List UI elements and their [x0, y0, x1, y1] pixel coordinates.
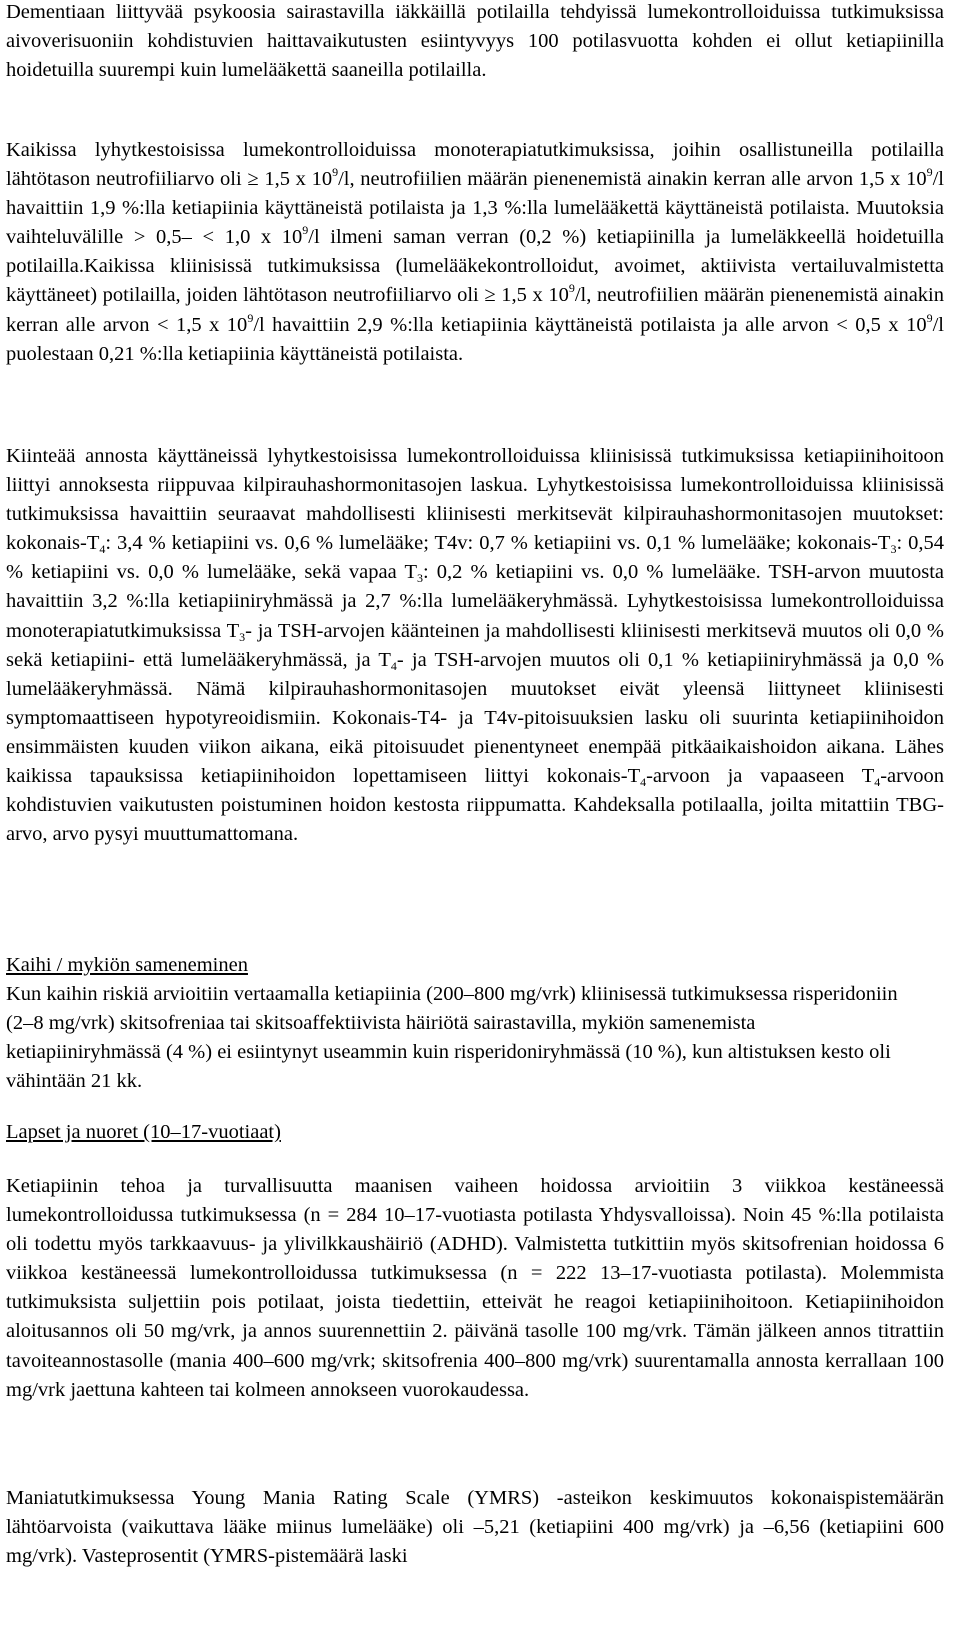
subscript: 4: [99, 542, 106, 557]
superscript: 9: [302, 223, 309, 238]
text-span: Kiinteää annosta käyttäneissä lyhytkestoisissa lumekontrolloiduissa kliinisissä tutkimuksissa ketiapiinihoitoon liittyi annoksesta riippuvaa kilpirauhashormonitasojen laskua. Lyhytkestoisissa lumekontrolloiduissa kliinisissä tutkimuksissa havaittiin seuraavat mahdollisesti kliinisesti merkitsevät kilpirauhashormonitasojen muutokset: kokonais-T: [6, 445, 944, 555]
text-span: /l havaittiin 2,9 %:lla ketiapiinia käyttäneistä potilaista ja alle arvon < 0,5 x 10: [253, 313, 927, 336]
subscript: 4: [390, 658, 397, 673]
text-span: Kaikissa lyhytkestoisissa lumekontrolloiduissa monoterapiatutkimuksissa, joihin osallistuneilla potilailla lähtötason neutrofiiliarvo oli: [6, 139, 944, 191]
text-span: - ja TSH-arvojen käänteinen ja mahdollisesti kliinisesti merkitsevä muutos oli 0,0 % sekä ketiapiini- että lumelääkeryhmässä, ja T: [6, 619, 945, 671]
text-span: /l, neutrofiilien määrän pienenemistä ainakin kerran alle arvon 1,5 x 10: [338, 168, 927, 191]
paragraph-children-studies: Ketiapiinin tehoa ja turvallisuutta maanisen vaiheen hoidossa arvioitiin 3 viikkoa kestäneessä lumekontrolloidussa tutkimuksessa (n = 284 10–17-vuotiasta potilasta Yhdysvalloissa). Noin 45 %:lla potilaista oli todettu myös tarkkaavuus- ja ylivilkkaushäiriö (ADHD). Valmistetta tutkittiin myös skitsofrenian hoidossa 6 viikkoa kestäneessä lumekontrolloidussa tutkimuksessa (n = 222 13–17-vuotiasta potilasta). Molemmista tutkimuksista suljettiin pois potilaat, joista tiedettiin, etteivät he reagoi ketiapiinihoitoon. Ketiapiinihoidon aloitusannos oli 50 mg/vrk, ja annos suurennettiin 2. päivänä tasolle 100 mg/vrk. Tämän jälkeen annos titrattiin tavoiteannostasolle (mania 400–600 mg/vrk; skitsofrenia 400–800 mg/vrk) suurentamalla annosta kerrallaan 100 mg/vrk jaettuna kahteen tai kolmeen annokseen vuorokaudessa.: [6, 1175, 944, 1401]
text-span: /l, neutrofiilien määrän pienenemistä ainakin kerran alle arvon < 1,5 x 10: [6, 284, 945, 336]
paragraph-neutrophils: [6, 136, 944, 369]
text-span: -arvoon ja vapaaseen T: [646, 765, 875, 788]
text-span: : 3,4 % ketiapiini vs. 0,6 % lumelääke; T4v: 0,7 % ketiapiini vs. 0,1 % lumelääke; kokonais-T: [105, 532, 891, 555]
section-heading-cataract: Kaihi / mykiön sameneminen: [6, 954, 248, 976]
text-span: : 0,2 % ketiapiini vs. 0,0 % lumelääke. TSH-arvon muutosta havaittiin 3,2 %:lla ketiapiiniryhmässä ja 2,7 %:lla lumelääkeryhmässä. Lyhytkestoisissa lumekontrolloiduissa monoterapiatutkimuksissa T: [6, 561, 944, 642]
subscript: 3: [890, 542, 897, 557]
superscript: 9: [568, 281, 575, 296]
paragraph-thyroid: [6, 442, 944, 849]
text-span: 1,5 x 10: [258, 168, 333, 191]
text-span: 1,5 x 10: [495, 284, 569, 307]
greater-equal-symbol: ≥: [247, 168, 259, 191]
paragraph-ymrs: Maniatutkimuksessa Young Mania Rating Scale (YMRS) -asteikon keskimuutos kokonaispistemäärän lähtöarvoista (vaikuttava lääke miinus lumelääke) oli –5,21 (ketiapiini 400 mg/vrk) ja –6,56 (ketiapiini 600 mg/vrk). Vasteprosentit (YMRS-pistemäärä laski: [6, 1487, 944, 1568]
subscript: 4: [640, 775, 647, 790]
superscript: 9: [247, 310, 254, 325]
text-span: /l havaittiin 1,9 %:lla ketiapiinia käyttäneistä potilaista ja 1,3 %:lla lumelääkettä käyttäneistä potilaista. Muutoksia vaihteluvälille > 0,5– < 1,0 x 10: [6, 168, 944, 249]
superscript: 9: [332, 165, 339, 180]
paragraph-cataract: Kun kaihin riskiä arvioitiin vertaamalla ketiapiinia (200–800 mg/vrk) kliinisessä tutkimuksessa risperidoniin (2–8 mg/vrk) skitsofreniaa tai skitsoaffektiivista häiriötä sairastavilla, mykiön samenemista ketiapiiniryhmässä (4 %) ei esiintynyt useammin kuin risperidoniryhmässä (10 %), kun altistuksen kesto oli vähintään 21 kk.: [6, 983, 898, 1093]
text-span: - ja TSH-arvojen muutos oli 0,1 % ketiapiiniryhmässä ja 0,0 % lumelääkeryhmässä. Nämä kilpirauhashormonitasojen muutokset eivät yleensä liittyneet kliinisesti symptomaattiseen hypotyreoidismiin. Kokonais-T4- ja T4v-pitoisuuksien lasku oli suurinta ketiapiinihoidon ensimmäisten kuuden viikon aikana, eikä pitoisuudet pienentyneet enempää pitkäaikaishoidon aikana. Lähes kaikissa tapauksissa ketiapiinihoidon lopettamiseen liittyi kokonais-T: [6, 648, 944, 788]
subscript: 3: [239, 629, 246, 644]
text-span: -arvoon kohdistuvien vaikutusten poistuminen hoidon kestosta riippumatta. Kahdeksalla potilaalla, joilta mitattiin TBG-arvo, arvo pysyi muuttumattomana.: [6, 765, 944, 846]
subscript: 3: [416, 571, 423, 586]
text-span: /l ilmeni saman verran (0,2 %) ketiapiinilla ja lumeläkkeellä hoidetuilla potilailla.Kaikissa kliinisissä tutkimuksissa (lumelääkekontrolloidut, avoimet, aktiivista vertailuvalmistetta käyttäneet) potilailla, joiden lähtötason neutrofiiliarvo oli: [6, 226, 944, 307]
greater-equal-symbol: ≥: [484, 284, 496, 307]
text-span: /l puolestaan 0,21 %:lla ketiapiinia käyttäneistä potilaista.: [6, 313, 944, 365]
paragraph-dementia-stroke: Dementiaan liittyvää psykoosia sairastavilla iäkkäillä potilailla tehdyissä lumekontrolloiduissa tutkimuksissa aivoverisuoniin kohdistuvien haittavaikutusten esiintyvyys 100 potilasvuotta kohden ei ollut ketiapiinilla hoidetuilla suurempi kuin lumelääkettä saaneilla potilailla.: [6, 1, 944, 82]
superscript: 9: [926, 310, 933, 325]
superscript: 9: [926, 165, 933, 180]
subscript: 4: [874, 775, 881, 790]
section-heading-children: Lapset ja nuoret (10–17-vuotiaat): [6, 1121, 281, 1143]
text-span: : 0,54 % ketiapiini vs. 0,0 % lumelääke, sekä vapaa T: [6, 532, 944, 584]
